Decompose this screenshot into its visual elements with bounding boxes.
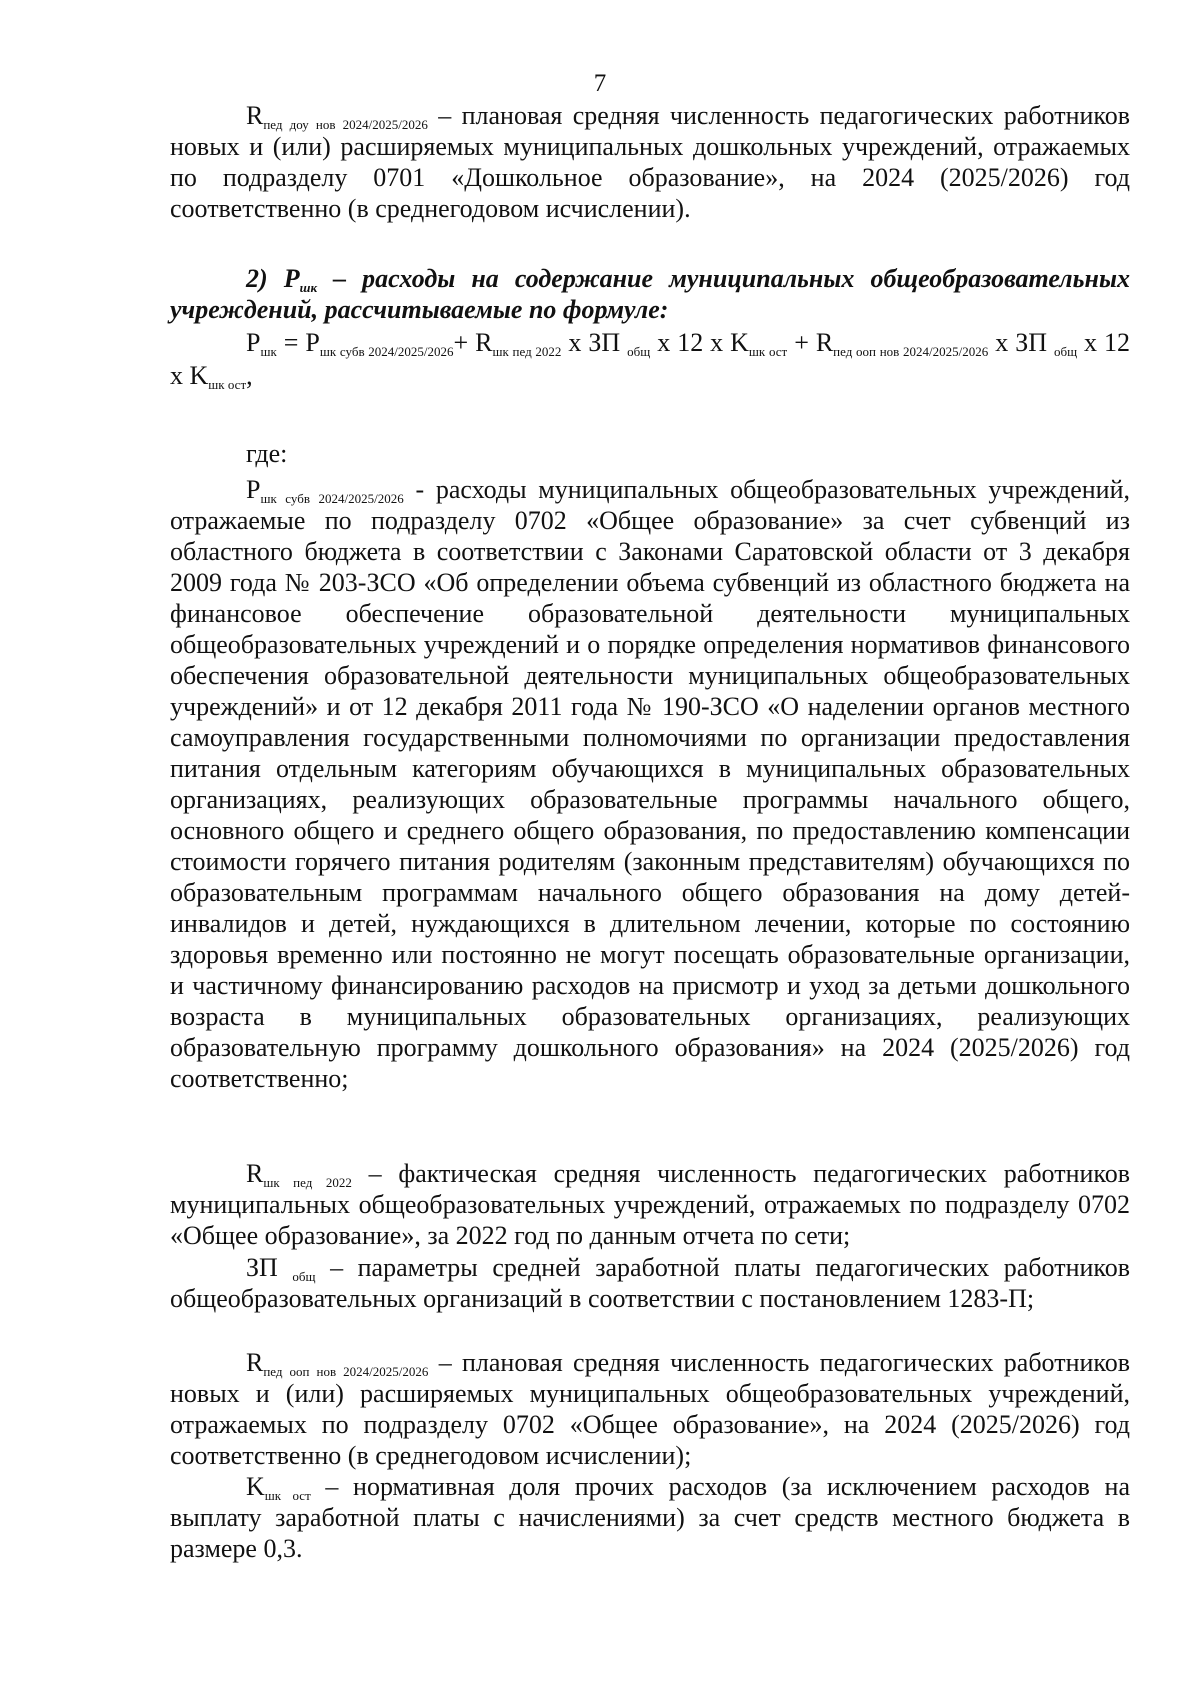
formula-part: х 12 х K xyxy=(170,328,1131,390)
symbol: R xyxy=(246,101,264,130)
definition-text: - расходы муниципальных общеобразовательных учреждений, отражаемые по подразделу 0702 «Общее образование» за счет субвенций из областного бюджета в соответствии с Законами Саратовской области от 3 декабря 2009 года № 203-ЗСО «Об определении объема субвенций из областного бюджета на финансовое обеспечение образовательной деятельности муниципальных общеобразовательных учреждений и о порядке определения нормативов финансового обеспечения образовательной деятельности муниципальных общеобразовательных учреждений» и от 12 декабря 2011 года № 190-ЗСО «О наделении органов местного самоуправления государственными полномочиями по организации предоставления питания отдельным категориям обучающихся в муниципальных образовательных организациях, реализующих образовательные программы начального общего, основного общего и среднего общего образования, по предоставлению компенсации стоимости горячего питания родителям (законным представителям) обучающихся по образовательным программам начального общего образования на дому детей-инвалидов и детей, нуждающихся в длительном лечении, которые по состоянию здоровья временно или постоянно не могут посещать образовательные организации, и частичному финансированию расходов на присмотр и уход за детьми дошкольного возраста в муниципальных образовательных организациях, реализующих образовательную программу дошкольного образования» на 2024 (2025/2026) год соответственно; xyxy=(170,475,1130,1093)
heading-symbol: Р xyxy=(283,264,300,293)
formula-part: х ЗП xyxy=(988,328,1054,357)
definition-text: – плановая средняя численность педагогических работников новых и (или) расширяемых муниципальных общеобразовательных учреждений, отражаемых по подразделу 0702 «Общее образование», на 2024 (2025/2026) год соответственно (в среднегодовом исчислении); xyxy=(170,1348,1130,1470)
formula-part: + R xyxy=(787,328,834,357)
symbol-subscript: общ xyxy=(292,1269,316,1284)
formula-subscript: общ xyxy=(627,344,651,359)
formula-part: , xyxy=(246,361,253,390)
symbol: ЗП xyxy=(246,1253,293,1282)
page-number: 7 xyxy=(593,70,607,97)
definition-r-ped-dou xyxy=(170,100,1130,224)
symbol-subscript: шк ост xyxy=(264,1488,311,1503)
symbol: R xyxy=(246,1159,264,1188)
definition-text: – параметры средней заработной платы педагогических работников общеобразовательных организаций в соответствии с постановлением 1283-П; xyxy=(170,1253,1130,1313)
symbol: K xyxy=(246,1472,265,1501)
formula-subscript: пед ооп нов 2024/2025/2026 xyxy=(833,344,989,359)
symbol: Р xyxy=(246,475,261,504)
formula-part: Р xyxy=(246,328,261,357)
section-heading xyxy=(170,263,1130,325)
definition-text: – плановая средняя численность педагогических работников новых и (или) расширяемых муниципальных дошкольных учреждений, отражаемых по подразделу 0701 «Дошкольное образование», на 2024 (2025/2026) год соответственно (в среднегодовом исчислении). xyxy=(170,101,1130,223)
symbol-subscript: шк пед 2022 xyxy=(263,1175,352,1190)
definition-text: – нормативная доля прочих расходов (за исключением расходов на выплату заработной платы с начислениями) за счет средств местного бюджета в размере 0,3. xyxy=(170,1472,1130,1563)
symbol-subscript: шк субв 2024/2025/2026 xyxy=(260,491,404,506)
symbol-subscript: пед доу нов 2024/2025/2026 xyxy=(263,117,428,132)
heading-text: – расходы на содержание муниципальных общеобразовательных учреждений, рассчитываемые по формуле: xyxy=(170,264,1130,324)
definition-p-subv xyxy=(170,474,1130,1094)
formula-part: х 12 х K xyxy=(650,328,749,357)
symbol: R xyxy=(246,1348,264,1377)
definition-zp xyxy=(170,1252,1130,1314)
definition-r-shk-ped xyxy=(170,1158,1130,1251)
heading-subscript: шк xyxy=(299,280,318,295)
where-label: где: xyxy=(246,439,288,468)
formula-part: = Р xyxy=(276,328,320,357)
formula-subscript: шк субв 2024/2025/2026 xyxy=(319,344,454,359)
definition-k xyxy=(170,1471,1130,1564)
formula xyxy=(170,326,1130,392)
formula-subscript: шк xyxy=(260,344,277,359)
definition-r-ped-oop xyxy=(170,1347,1130,1471)
section-number: 2) xyxy=(246,264,284,293)
formula-part: + R xyxy=(453,328,493,357)
definition-text: – фактическая средняя численность педагогических работников муниципальных общеобразовательных учреждений, отражаемых по подразделу 0702 «Общее образование», за 2022 год по данным отчета по сети; xyxy=(170,1159,1130,1250)
formula-subscript: шк ост xyxy=(748,344,788,359)
formula-subscript: общ xyxy=(1053,344,1078,359)
formula-subscript: шк пед 2022 xyxy=(492,344,562,359)
symbol-subscript: пед ооп нов 2024/2025/2026 xyxy=(263,1364,429,1379)
formula-part: х ЗП xyxy=(561,328,628,357)
formula-subscript: шк ост xyxy=(208,377,247,392)
